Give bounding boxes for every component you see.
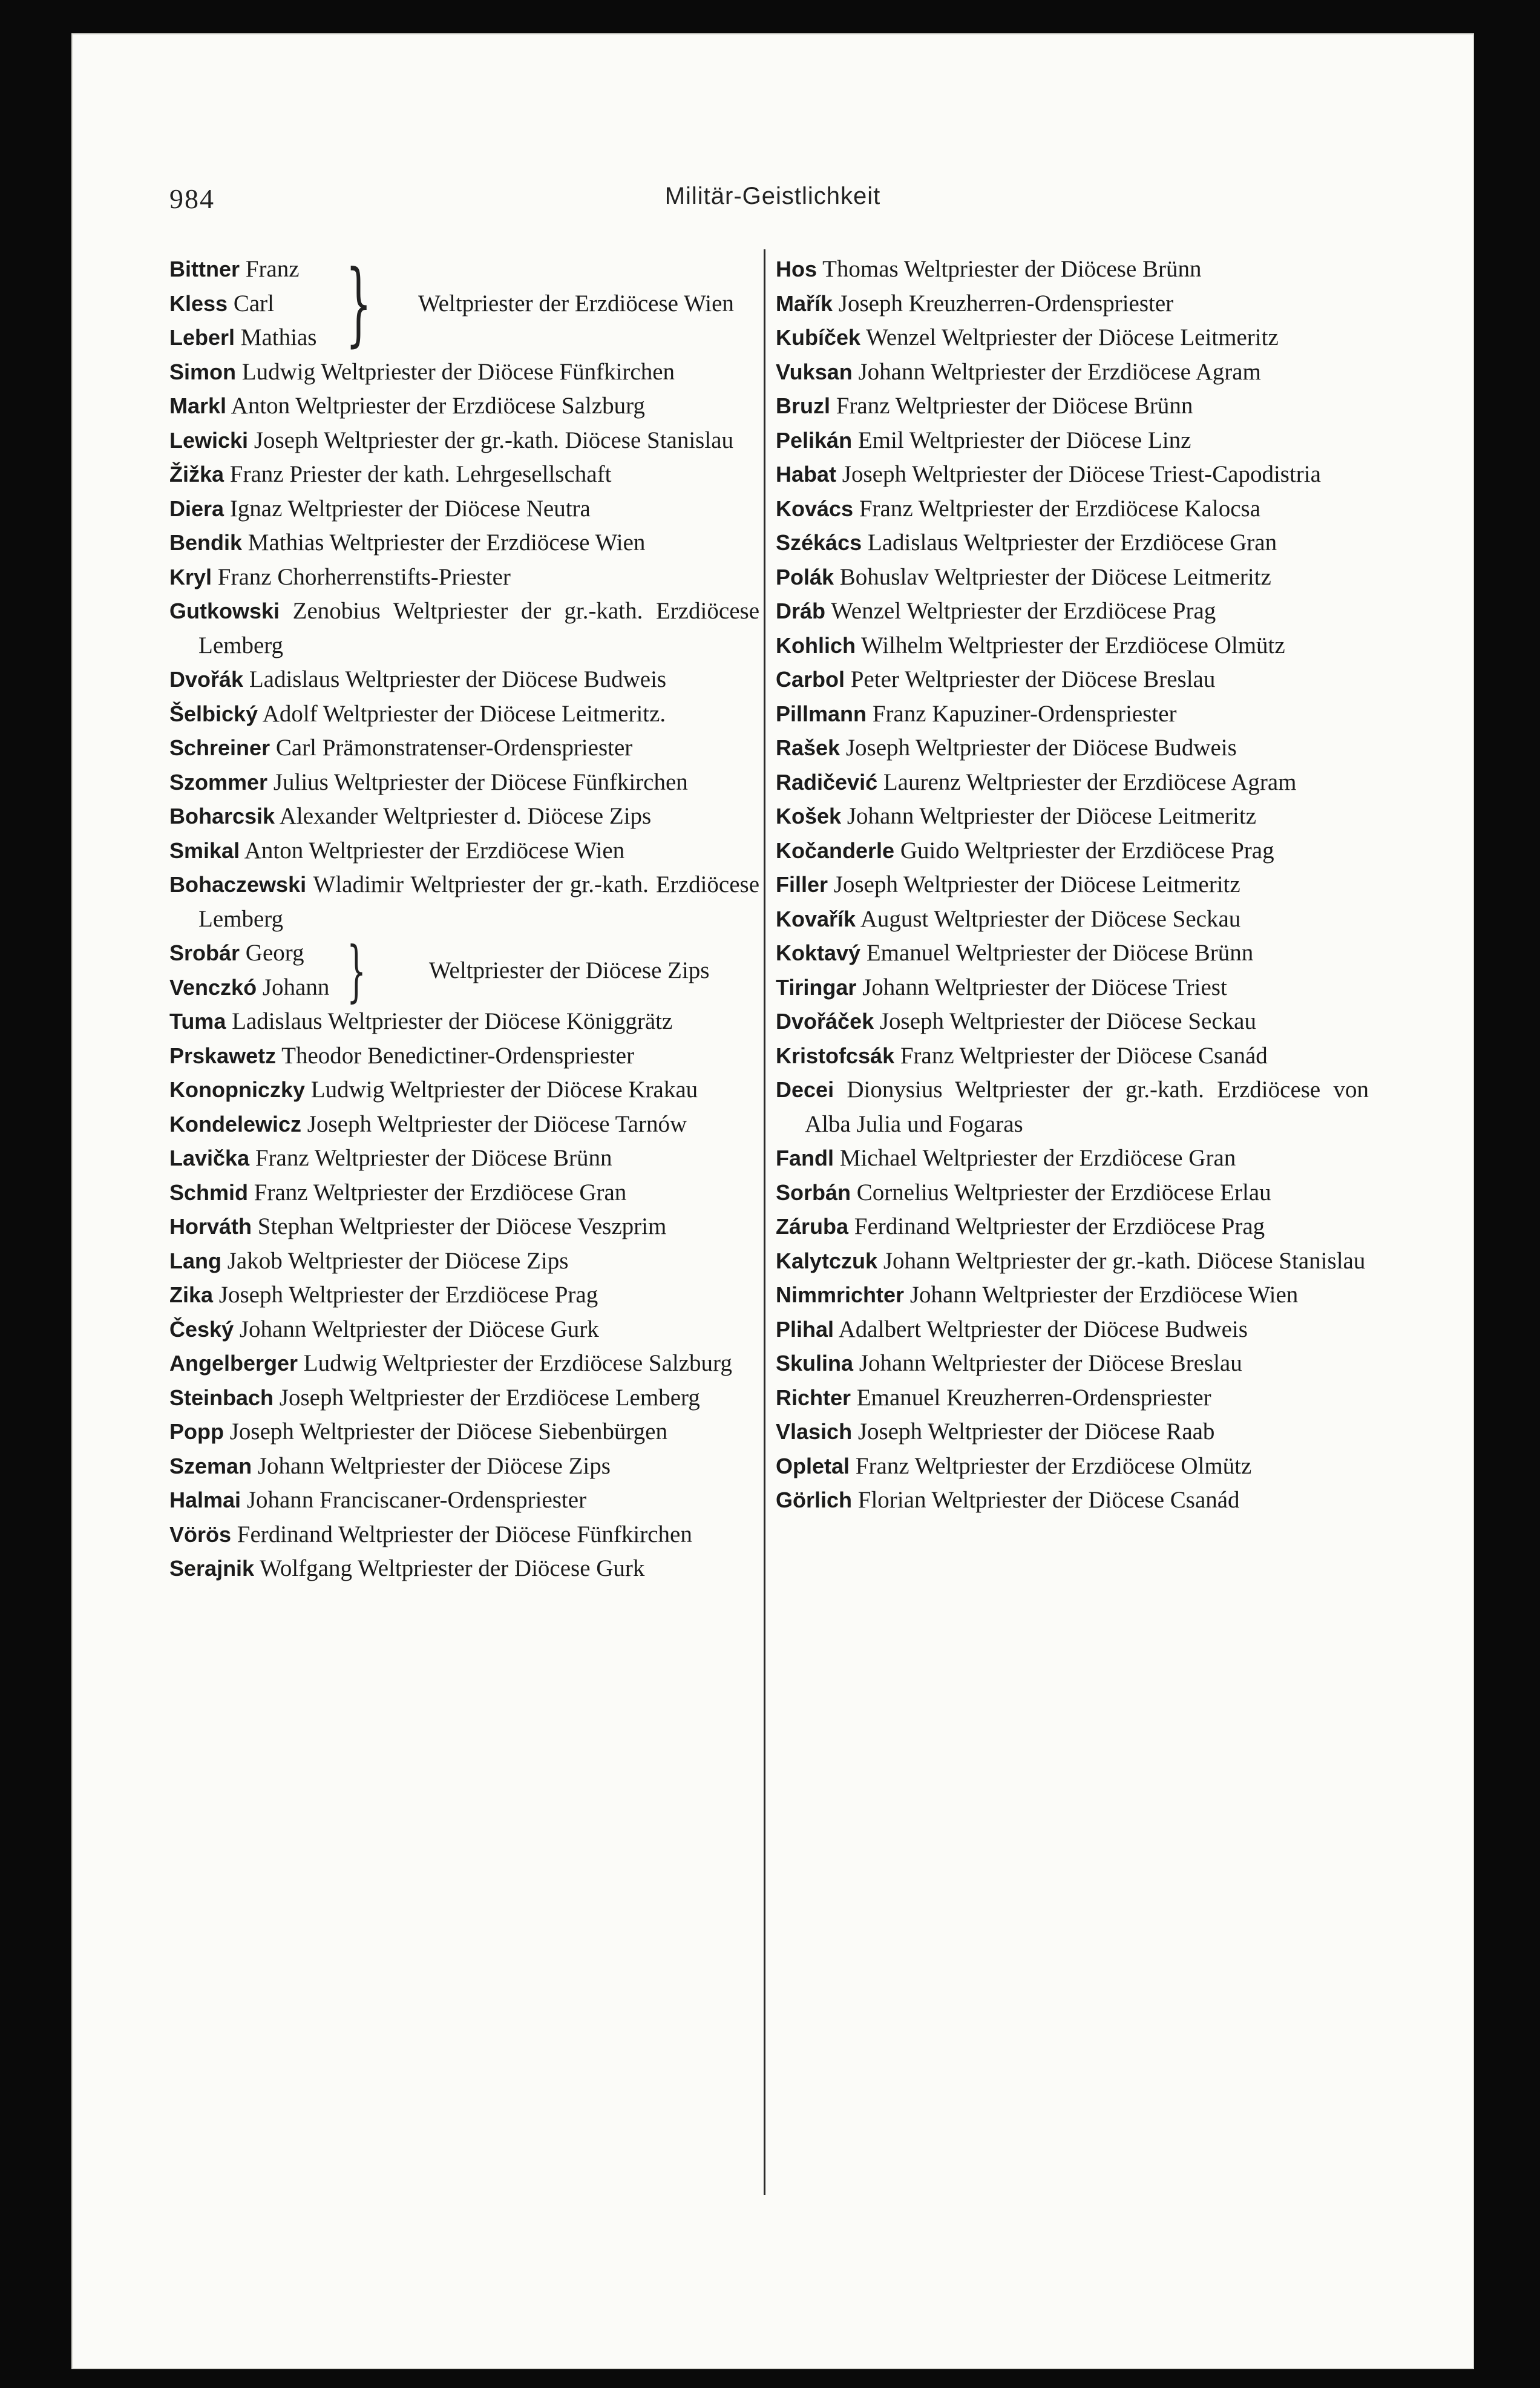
surname: Dvořáček — [776, 1009, 874, 1034]
surname: Prskawetz — [169, 1043, 277, 1068]
entry-text: Joseph Weltpriester der Diöcese Raab — [857, 1419, 1215, 1445]
entry — [169, 868, 759, 936]
surname: Richter — [776, 1385, 851, 1410]
surname: Popp — [169, 1419, 224, 1444]
given-name: Mathias — [240, 324, 317, 350]
surname: Polák — [776, 564, 834, 589]
entry-text: Joseph Weltpriester der Erzdiöcese Prag — [218, 1282, 598, 1308]
entry-text: Johann Weltpriester der Diöcese Zips — [257, 1452, 611, 1479]
entry — [169, 492, 759, 526]
entry-text: Julius Weltpriester der Diöcese Fünfkirchen — [273, 769, 688, 795]
surname: Venczkó — [169, 974, 257, 1000]
entry — [169, 1347, 759, 1381]
entry — [776, 936, 1369, 971]
surname: Székács — [776, 530, 862, 555]
surname: Szommer — [169, 769, 268, 795]
entry-text: Franz Chorherrenstifts-Priester — [217, 563, 511, 590]
entry — [776, 389, 1369, 424]
group-names — [169, 936, 329, 1005]
entry-text: Johann Weltpriester der Erzdiöcese Wien — [909, 1282, 1299, 1308]
entry — [776, 1176, 1369, 1210]
entry-text: Ludwig Weltpriester der Diöcese Krakau — [310, 1077, 698, 1103]
entry — [776, 1039, 1369, 1074]
entry-text: Theodor Benedictiner-Ordenspriester — [281, 1042, 635, 1069]
entry-text: Johann Franciscaner-Ordenspriester — [246, 1487, 587, 1513]
entry-text: Stephan Weltpriester der Diöcese Veszprim — [257, 1213, 667, 1239]
entry-text: Laurenz Weltpriester der Erzdiöcese Agram — [883, 769, 1297, 795]
entry — [169, 799, 759, 834]
entry-text: Wolfgang Weltpriester der Diöcese Gurk — [260, 1555, 645, 1581]
book-page — [71, 33, 1474, 2369]
surname: Boharcsik — [169, 804, 275, 828]
entry — [776, 1347, 1369, 1381]
entry — [776, 458, 1369, 492]
entry-text: Ludwig Weltpriester der Diöcese Fünfkirchen — [241, 358, 675, 385]
surname: Kondelewicz — [169, 1111, 302, 1137]
entry-text: Zenobius Weltpriester der gr.-kath. Erzdiöcese Lemberg — [198, 598, 760, 658]
entry-text: Anton Weltpriester der Erzdiöcese Salzburg — [231, 393, 645, 419]
entry — [169, 287, 316, 321]
surname: Gutkowski — [169, 599, 280, 623]
entry — [169, 1005, 759, 1039]
entry-text: Ladislaus Weltpriester der Erzdiöcese Gran — [867, 530, 1277, 556]
entry — [169, 389, 759, 424]
entry-text: Franz Weltpriester der Erzdiöcese Kalocsa — [859, 495, 1260, 522]
entry-text: Mathias Weltpriester der Erzdiöcese Wien — [247, 530, 646, 556]
entry-text: Wenzel Weltpriester der Erzdiöcese Prag — [831, 598, 1216, 624]
surname: Fandl — [776, 1146, 834, 1170]
entry — [169, 321, 316, 355]
surname: Bittner — [169, 257, 240, 281]
entry — [776, 697, 1369, 732]
entry-text: Joseph Weltpriester der Erzdiöcese Lemberg — [279, 1384, 700, 1411]
entry-list — [169, 1005, 759, 1586]
surname: Leberl — [169, 325, 235, 350]
entry-text: Carl Prämonstratenser-Ordenspriester — [275, 735, 633, 761]
surname: Bendik — [169, 530, 243, 555]
entry-text: Alexander Weltpriester d. Diöcese Zips — [279, 803, 652, 829]
entry — [169, 1381, 759, 1415]
surname: Kovařík — [776, 906, 856, 931]
surname: Kryl — [169, 564, 212, 589]
surname: Diera — [169, 496, 224, 521]
entry — [169, 834, 759, 868]
surname: Radičević — [776, 769, 878, 795]
entry-text: Ferdinand Weltpriester der Diöcese Fünfkirchen — [237, 1521, 692, 1547]
entry — [169, 766, 759, 800]
surname: Lavička — [169, 1146, 250, 1170]
entry — [169, 1107, 759, 1142]
entry — [776, 424, 1369, 458]
surname: Smikal — [169, 838, 240, 863]
entry — [776, 1381, 1369, 1415]
entry-text: Adolf Weltpriester der Diöcese Leitmeritz. — [262, 700, 666, 727]
entry-text: Joseph Weltpriester der Diöcese Leitmeritz — [833, 871, 1240, 897]
surname: Kovács — [776, 496, 854, 521]
entry — [169, 1552, 759, 1586]
surname: Dvořák — [169, 667, 244, 692]
entry — [776, 1313, 1369, 1347]
entry — [776, 492, 1369, 526]
entry-text: Joseph Weltpriester der Diöcese Tarnów — [307, 1110, 687, 1137]
entry — [776, 1278, 1369, 1313]
surname: Halmai — [169, 1488, 241, 1512]
column-divider — [764, 249, 765, 2195]
entry — [169, 594, 759, 663]
entry-text: Ferdinand Weltpriester der Erzdiöcese Prag — [854, 1213, 1265, 1239]
entry — [169, 731, 759, 766]
entry — [776, 1210, 1369, 1244]
entry — [169, 1518, 759, 1552]
surname: Kless — [169, 290, 228, 316]
entry-text: Thomas Weltpriester der Diöcese Brünn — [822, 256, 1202, 282]
entry — [169, 663, 759, 697]
entry — [776, 526, 1369, 560]
entry-text: Ladislaus Weltpriester der Diöcese Königgrätz — [232, 1008, 673, 1034]
entry-text: Bohuslav Weltpriester der Diöcese Leitmeritz — [839, 563, 1271, 590]
entry-text: Cornelius Weltpriester der Erzdiöcese Erlau — [856, 1179, 1271, 1205]
left-column — [169, 252, 759, 1586]
surname: Serajnik — [169, 1556, 255, 1581]
surname: Lewicki — [169, 427, 249, 453]
entry — [169, 252, 316, 287]
entry-text: Dionysius Weltpriester der gr.-kath. Erzdiöcese von Alba Julia und Fogaras — [805, 1077, 1369, 1137]
surname: Nimmrichter — [776, 1282, 905, 1307]
entry — [776, 731, 1369, 766]
entry-list — [169, 355, 759, 937]
entry — [776, 560, 1369, 595]
entry — [776, 629, 1369, 663]
entry-text: Guido Weltpriester der Erzdiöcese Prag — [900, 837, 1274, 864]
surname: Kohlich — [776, 632, 856, 658]
surname: Schmid — [169, 1179, 249, 1205]
entry — [776, 902, 1369, 937]
entry — [776, 663, 1369, 697]
entry-text: Emanuel Weltpriester der Diöcese Brünn — [866, 940, 1254, 966]
entry-text: Franz Weltpriester der Diöcese Brünn — [836, 393, 1193, 419]
entry — [776, 971, 1369, 1005]
surname: Šelbický — [169, 701, 258, 726]
grouped-entry — [169, 252, 759, 355]
entry-text: Joseph Weltpriester der Diöcese Siebenbürgen — [229, 1419, 667, 1445]
group-description: Weltpriester der Diöcese Zips — [428, 957, 710, 983]
grouped-entry — [169, 931, 759, 1009]
surname: Pelikán — [776, 427, 853, 453]
entry — [776, 1449, 1369, 1484]
entry-text: Wilhelm Weltpriester der Erzdiöcese Olmütz — [861, 632, 1285, 658]
surname: Kubíček — [776, 325, 861, 350]
surname: Filler — [776, 872, 828, 897]
entry-text: Franz Weltpriester der Erzdiöcese Gran — [254, 1179, 627, 1205]
entry — [776, 1141, 1369, 1176]
entry — [169, 458, 759, 492]
surname: Steinbach — [169, 1385, 274, 1410]
entry-text: Franz Priester der kath. Lehrgesellschaft — [229, 461, 612, 487]
surname: Decei — [776, 1077, 834, 1102]
surname: Mařík — [776, 290, 833, 316]
entry-text: Ludwig Weltpriester der Erzdiöcese Salzburg — [303, 1350, 732, 1376]
surname: Carbol — [776, 667, 845, 692]
entry — [169, 1176, 759, 1210]
entry-text: Ignaz Weltpriester der Diöcese Neutra — [229, 495, 591, 522]
entry-text: Ladislaus Weltpriester der Diöcese Budweis — [249, 666, 667, 692]
entry — [776, 799, 1369, 834]
entry-text: Franz Weltpriester der Erzdiöcese Olmütz — [855, 1452, 1252, 1479]
entry — [776, 252, 1369, 287]
surname: Skulina — [776, 1351, 854, 1376]
surname: Lang — [169, 1248, 221, 1273]
surname: Angelberger — [169, 1351, 298, 1376]
surname: Sorbán — [776, 1179, 851, 1205]
given-name: Carl — [233, 290, 274, 317]
entry — [169, 936, 329, 971]
surname: Vlasich — [776, 1419, 853, 1444]
entry — [169, 1141, 759, 1176]
surname: Zika — [169, 1282, 214, 1307]
group-description: Weltpriester der Erzdiöcese Wien — [418, 290, 734, 317]
entry-text: Joseph Weltpriester der Diöcese Budweis — [845, 735, 1237, 761]
surname: Bohaczewski — [169, 872, 307, 897]
surname: Simon — [169, 359, 237, 384]
right-column — [776, 252, 1369, 1518]
entry — [776, 594, 1369, 629]
entry-text: Johann Weltpriester der Diöcese Breslau — [859, 1350, 1242, 1376]
entry-text: Emanuel Kreuzherren-Ordenspriester — [856, 1384, 1211, 1411]
entry — [169, 355, 759, 390]
given-name: Georg — [245, 940, 304, 966]
entry — [169, 971, 329, 1005]
entry — [169, 697, 759, 732]
entry-text: Jakob Weltpriester der Diöcese Zips — [227, 1247, 569, 1274]
entry — [776, 868, 1369, 902]
surname: Markl — [169, 393, 227, 418]
surname: Horváth — [169, 1214, 252, 1239]
surname: Kristofcsák — [776, 1043, 895, 1068]
entry-text: Johann Weltpriester der Diöcese Gurk — [239, 1316, 599, 1342]
surname: Tiringar — [776, 974, 857, 1000]
surname: Plihal — [776, 1316, 834, 1342]
surname: Záruba — [776, 1214, 849, 1239]
entry-text: Anton Weltpriester der Erzdiöcese Wien — [244, 837, 625, 864]
entry — [776, 355, 1369, 390]
surname: Tuma — [169, 1009, 226, 1034]
entry — [169, 1039, 759, 1074]
surname: Schreiner — [169, 735, 270, 760]
surname: Hos — [776, 257, 818, 281]
entry-text: Johann Weltpriester der gr.-kath. Diöcese Stanislau — [883, 1247, 1366, 1274]
surname: Pillmann — [776, 701, 867, 726]
entry-text: Johann Weltpriester der Diöcese Triest — [862, 974, 1227, 1000]
entry — [169, 1210, 759, 1244]
entry — [776, 1244, 1369, 1279]
entry-text: Joseph Weltpriester der Diöcese Triest-Capodistria — [842, 461, 1321, 487]
given-name: Johann — [262, 974, 330, 1000]
entry — [169, 1449, 759, 1484]
surname: Opletal — [776, 1453, 850, 1478]
entry — [169, 1483, 759, 1518]
entry — [169, 1415, 759, 1449]
surname: Kalytczuk — [776, 1248, 878, 1273]
entry-text: Wladimir Weltpriester der gr.-kath. Erzdiöcese Lemberg — [198, 871, 760, 932]
entry — [169, 1278, 759, 1313]
entry — [776, 766, 1369, 800]
entry-text: Joseph Weltpriester der gr.-kath. Diöcese Stanislau — [254, 427, 733, 453]
surname: Habat — [776, 462, 837, 487]
entry-text: Wenzel Weltpriester der Diöcese Leitmeritz — [866, 324, 1279, 350]
surname: Srobár — [169, 940, 240, 965]
entry — [169, 1073, 759, 1107]
group-names — [169, 252, 316, 355]
entry — [169, 526, 759, 560]
surname: Dráb — [776, 599, 826, 623]
entry — [169, 424, 759, 458]
entry-text: Johann Weltpriester der Erzdiöcese Agram — [858, 358, 1261, 385]
entry — [776, 1005, 1369, 1039]
surname: Rašek — [776, 735, 840, 760]
entry — [776, 1483, 1369, 1518]
entry — [169, 1244, 759, 1279]
entry — [776, 834, 1369, 868]
brace-symbol: } — [346, 251, 372, 356]
surname: Koktavý — [776, 940, 861, 965]
surname: Kočanderle — [776, 838, 895, 863]
entry-text: Michael Weltpriester der Erzdiöcese Gran — [839, 1145, 1236, 1171]
entry — [776, 321, 1369, 355]
surname: Görlich — [776, 1488, 853, 1512]
brace-symbol: } — [347, 931, 367, 1009]
surname: Košek — [776, 804, 842, 828]
entry-text: Joseph Kreuzherren-Ordenspriester — [838, 290, 1174, 317]
entry-text: Franz Weltpriester der Diöcese Csanád — [900, 1042, 1268, 1069]
entry-text: Adalbert Weltpriester der Diöcese Budweis — [838, 1316, 1248, 1342]
given-name: Franz — [245, 256, 300, 282]
running-title: Militär-Geistlichkeit — [664, 183, 881, 209]
entry-text: Joseph Weltpriester der Diöcese Seckau — [879, 1008, 1256, 1034]
entry-text: Florian Weltpriester der Diöcese Csanád — [857, 1487, 1240, 1513]
entry — [776, 287, 1369, 321]
entry-text: August Weltpriester der Diöcese Seckau — [860, 905, 1241, 932]
entry-text: Franz Weltpriester der Diöcese Brünn — [255, 1145, 612, 1171]
surname: Konopniczky — [169, 1077, 306, 1102]
entry-text: Peter Weltpriester der Diöcese Breslau — [850, 666, 1216, 692]
surname: Szeman — [169, 1453, 252, 1478]
entry-text: Franz Kapuziner-Ordenspriester — [872, 700, 1177, 727]
entry-text: Emil Weltpriester der Diöcese Linz — [857, 427, 1191, 453]
surname: Vuksan — [776, 359, 853, 384]
surname: Český — [169, 1316, 234, 1342]
page-header — [73, 183, 1473, 219]
surname: Bruzl — [776, 393, 830, 418]
page-number: 984 — [169, 183, 215, 214]
entry — [776, 1073, 1369, 1141]
entry-text: Johann Weltpriester der Diöcese Leitmeritz — [847, 803, 1257, 829]
entry — [776, 1415, 1369, 1449]
surname: Žižka — [169, 462, 224, 487]
entry — [169, 1313, 759, 1347]
surname: Vörös — [169, 1521, 232, 1547]
entry-list — [776, 252, 1369, 1518]
entry — [169, 560, 759, 595]
